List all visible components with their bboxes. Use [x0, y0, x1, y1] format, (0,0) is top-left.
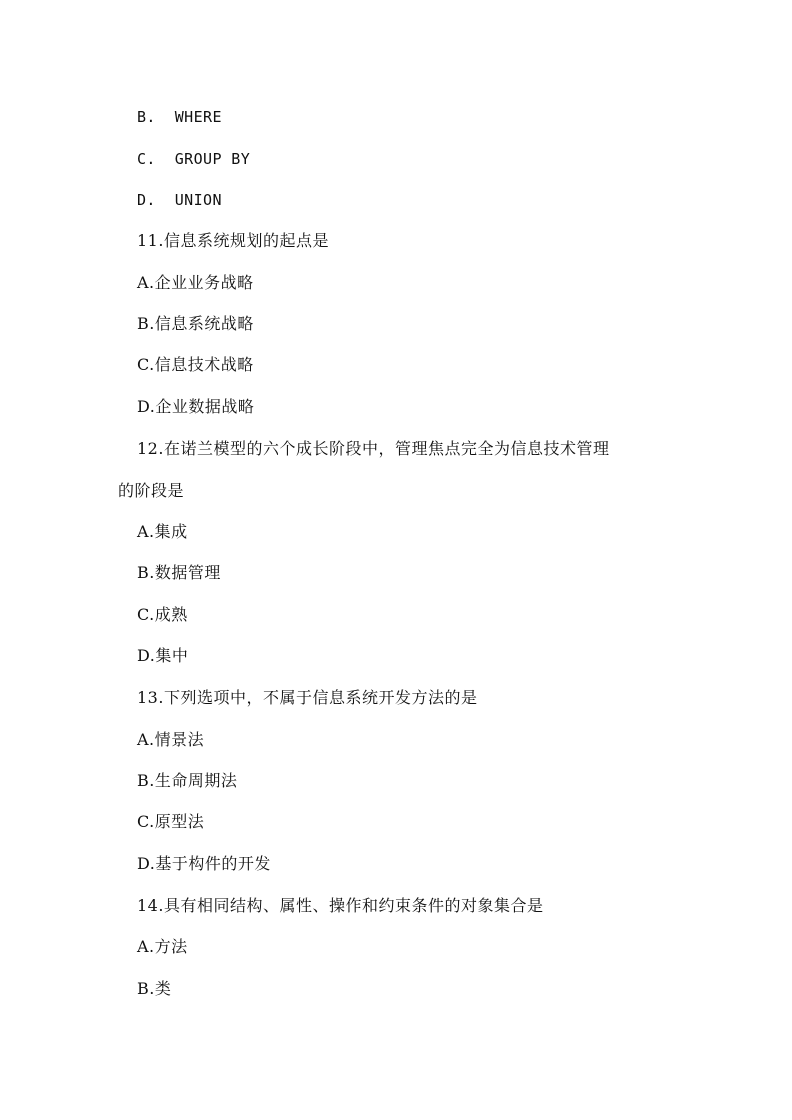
question-11-option-b: B.信息系统战略 — [137, 314, 254, 333]
question-13-option-b: B.生命周期法 — [137, 771, 238, 790]
option-b-where: B. WHERE — [137, 108, 222, 126]
question-13-option-d: D.基于构件的开发 — [137, 854, 271, 873]
question-13-option-c: C.原型法 — [137, 812, 205, 831]
question-13: 13.下列选项中，不属于信息系统开发方法的是 — [137, 688, 478, 707]
question-13-option-a: A.情景法 — [137, 730, 205, 749]
option-d-union: D. UNION — [137, 191, 222, 209]
question-14-option-a: A.方法 — [137, 937, 188, 956]
question-14: 14.具有相同结构、属性、操作和约束条件的对象集合是 — [137, 896, 544, 915]
question-11-option-c: C.信息技术战略 — [137, 355, 254, 374]
question-14-option-b: B.类 — [137, 979, 172, 998]
question-11: 11.信息系统规划的起点是 — [137, 231, 329, 250]
option-c-group-by: C. GROUP BY — [137, 150, 251, 168]
question-12-continuation: 的阶段是 — [118, 481, 185, 500]
question-11-option-a: A.企业业务战略 — [137, 273, 254, 292]
question-12-option-d: D.集中 — [137, 646, 189, 665]
question-12-option-b: B.数据管理 — [137, 563, 221, 582]
question-12-option-c: C.成熟 — [137, 605, 188, 624]
question-11-option-d: D.企业数据战略 — [137, 397, 255, 416]
question-12: 12.在诺兰模型的六个成长阶段中，管理焦点完全为信息技术管理 — [137, 439, 610, 458]
question-12-option-a: A.集成 — [137, 522, 188, 541]
